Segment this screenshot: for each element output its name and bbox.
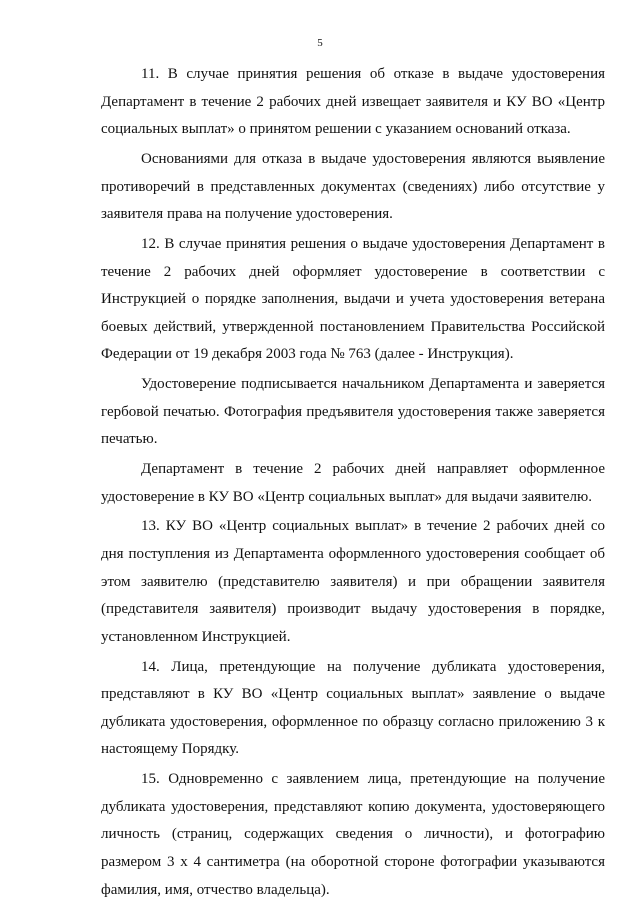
- paragraph-sending: Департамент в течение 2 рабочих дней направляет оформленное удостоверение в КУ ВО «Центр социальных выплат» для выдачи заявителю.: [101, 461, 605, 505]
- page-number: 5: [317, 37, 323, 49]
- document-body: [101, 61, 605, 906]
- paragraph-15: 15. Одновременно с заявлением лица, претендующие на получение дубликата удостоверения, представляют копию документа, удостоверяющего личность (страниц, содержащих сведения о личности), и фотографию размером 3 х 4 сантиметра (на оборотной стороне фотографии указываются фамилия, имя, отчество владельца).: [101, 771, 605, 898]
- paragraph-12: 12. В случае принятия решения о выдаче удостоверения Департамент в течение 2 рабочих дней оформляет удостоверение в соответствии с Инструкцией о порядке заполнения, выдачи и учета удостоверения ветерана боевых действий, утвержденной постановлением Правительства Российской Федерации от 19 декабря 2003 года № 763 (далее - Инструкция).: [101, 235, 605, 363]
- paragraph-11: 11. В случае принятия решения об отказе в выдаче удостоверения Департамент в течение 2 рабочих дней извещает заявителя и КУ ВО «Центр социальных выплат» о принятом решении с указанием оснований отказа.: [101, 66, 605, 138]
- paragraph-refusal-grounds: Основаниями для отказа в выдаче удостоверения являются выявление противоречий в представленных документах (сведениях) либо отсутствие у заявителя права на получение удостоверения.: [101, 150, 605, 223]
- paragraph-14: 14. Лица, претендующие на получение дубликата удостоверения, представляют в КУ ВО «Центр социальных выплат» заявление о выдаче дубликата удостоверения, оформленное по образцу согласно приложению 3 к настоящему Порядку.: [101, 658, 605, 758]
- paragraph-signing: Удостоверение подписывается начальником Департамента и заверяется гербовой печатью. Фотография предъявителя удостоверения также заверяется печатью.: [101, 376, 605, 448]
- paragraph-13: 13. КУ ВО «Центр социальных выплат» в течение 2 рабочих дней со дня поступления из Департамента оформленного удостоверения сообщает об этом заявителю (представителю заявителя) и при обращении заявителя (представителя заявителя) производит выдачу удостоверения в порядке, установленном Инструкцией.: [101, 518, 605, 645]
